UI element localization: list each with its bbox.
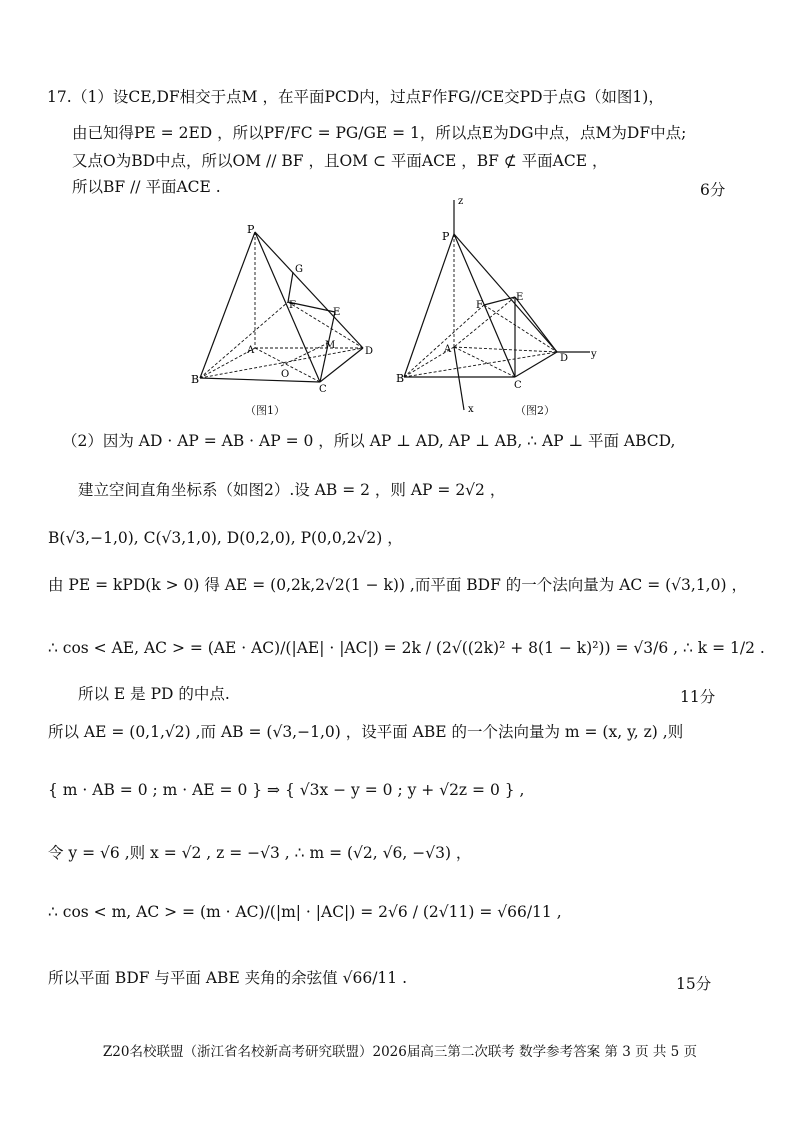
fig1-label-E: E: [333, 307, 341, 318]
fig2-label-z: z: [458, 196, 464, 207]
fig1-label-M: M: [325, 340, 336, 351]
page-footer: Z20名校联盟（浙江省名校新高考研究联盟）2026届高三第二次联考 数学参考答案 第 3 页 共 5 页: [102, 1044, 698, 1060]
figure-2: [392, 192, 612, 422]
part2-line10: ∴ cos < m, AC > = (m · AC)/(|m| · |AC|) = 2√6 / (2√11) = √66/11 ,: [48, 903, 562, 921]
points-11: 11分: [680, 688, 716, 706]
part2-line1: （2）因为 AD · AP = AB · AP = 0 ，所以 AP ⊥ AD, AP ⊥ AB, ∴ AP ⊥ 平面 ABCD,: [62, 432, 676, 450]
fig2-label-y: y: [591, 349, 597, 360]
part1-line4: 所以BF // 平面ACE .: [72, 178, 221, 196]
part2-line4: 由 PE = kPD(k > 0) 得 AE = (0,2k,2√2(1 − k)) ,而平面 BDF 的一个法向量为 AC = (√3,1,0) ，: [48, 576, 747, 594]
fig2-label-C: C: [514, 380, 522, 391]
part2-line5: ∴ cos < AE, AC > = (AE · AC)/(|AE| · |AC|) = 2k / (2√((2k)² + 8(1 − k)²)) = √3/6 , ∴ k = 1/2 .: [48, 639, 765, 657]
fig2-label-E: E: [516, 292, 524, 303]
part2-line2: 建立空间直角坐标系（如图2）.设 AB = 2 ，则 AP = 2√2 ，: [78, 481, 506, 499]
fig2-label-x: x: [468, 404, 474, 415]
part1-line2: 由已知得PE = 2ED ，所以PF/FC = PG/GE = 1，所以点E为DG中点，点M为DF中点;: [72, 124, 687, 142]
fig2-label-B: B: [396, 372, 405, 385]
fig1-label-B: B: [191, 373, 200, 386]
problem-number: 17.: [47, 88, 72, 106]
part2-line8: { m · AB = 0 ; m · AE = 0 } ⇒ { √3x − y = 0 ; y + √2z = 0 } ,: [48, 781, 525, 799]
points-15: 15分: [676, 975, 712, 993]
part2-line3: B(√3,−1,0), C(√3,1,0), D(0,2,0), P(0,0,2√2) ，: [48, 529, 403, 547]
fig2-label-D: D: [560, 353, 569, 364]
fig1-label-C: C: [319, 384, 327, 395]
fig1-label-D: D: [365, 346, 374, 357]
fig1-label-G: G: [295, 264, 303, 275]
fig1-label-A: A: [247, 345, 255, 356]
part2-line9: 令 y = √6 ,则 x = √2 , z = −√3 , ∴ m = (√2, √6, −√3) ，: [48, 844, 472, 862]
part1-line3: 又点O为BD中点，所以OM // BF ，且OM ⊂ 平面ACE ，BF ⊄ 平面ACE ，: [72, 152, 608, 170]
part2-line11: 所以平面 BDF 与平面 ABE 夹角的余弦值 √66/11 .: [48, 969, 408, 987]
figure-1: [185, 220, 395, 420]
part2-line7: 所以 AE = (0,1,√2) ,而 AB = (√3,−1,0) ，设平面 ABE 的一个法向量为 m = (x, y, z) ,则: [48, 723, 684, 741]
fig1-label-F: F: [289, 300, 296, 311]
fig1-label-O: O: [281, 369, 290, 380]
points-6: 6分: [700, 181, 726, 199]
fig2-label-P: P: [442, 230, 450, 243]
fig2-label-A: A: [444, 344, 452, 355]
part2-line6: 所以 E 是 PD 的中点.: [78, 685, 230, 703]
fig2-label-F: F: [476, 300, 483, 311]
part1-line1: （1）设CE,DF相交于点M ，在平面PCD内，过点F作FG//CE交PD于点G（如图1)，: [72, 88, 664, 106]
fig1-label-P: P: [247, 223, 255, 236]
figure-1-caption: （图1）: [245, 404, 285, 417]
figure-2-caption: （图2）: [515, 404, 555, 417]
